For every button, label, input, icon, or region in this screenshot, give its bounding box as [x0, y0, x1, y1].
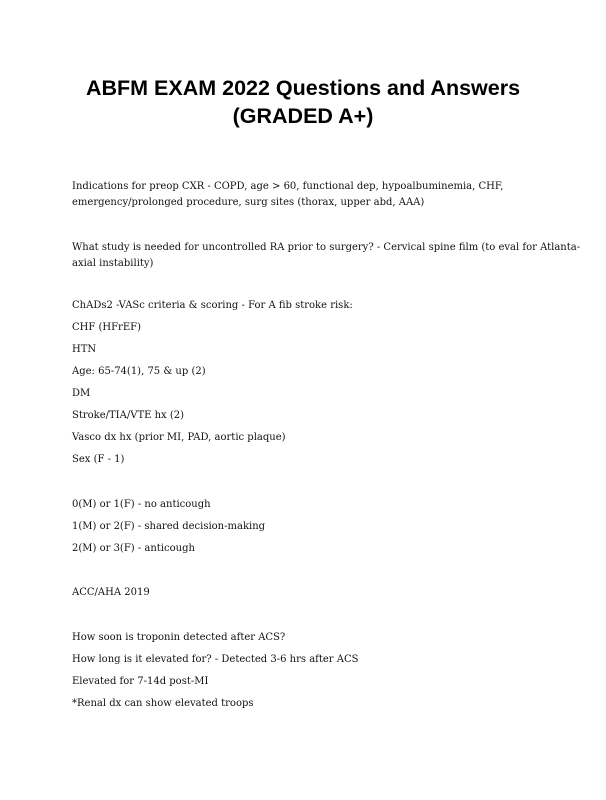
page-title	[40, 74, 566, 130]
chads-item-stroke: Stroke/TIA/VTE hx (2)	[72, 410, 185, 421]
chads-item-htn: HTN	[72, 344, 97, 355]
ra-question-line-2: axial instability)	[72, 258, 154, 269]
title-line-2: (GRADED A+)	[232, 104, 374, 128]
scoring-item-0: 0(M) or 1(F) - no anticough	[72, 499, 211, 510]
chads-item-age: Age: 65-74(1), 75 & up (2)	[72, 366, 206, 377]
chads-item-sex: Sex (F - 1)	[72, 454, 125, 465]
troponin-detection: How long is it elevated for? - Detected 3-6 hrs after ACS	[72, 654, 359, 665]
preop-cxr-text-line-1: Indications for preop CXR - COPD, age > 60, functional dep, hypoalbuminemia, CHF,	[72, 181, 504, 192]
scoring-item-2: 2(M) or 3(F) - anticough	[72, 543, 195, 554]
scoring-item-1: 1(M) or 2(F) - shared decision-making	[72, 521, 266, 532]
chads-item-chf: CHF (HFrEF)	[72, 322, 141, 333]
troponin-elevation: Elevated for 7-14d post-MI	[72, 676, 209, 687]
guideline-reference: ACC/AHA 2019	[72, 587, 150, 598]
troponin-renal-note: *Renal dx can show elevated troops	[72, 698, 254, 709]
chads-item-dm: DM	[72, 388, 91, 399]
title-line-1: ABFM EXAM 2022 Questions and Answers	[85, 76, 521, 100]
ra-question-line-1: What study is needed for uncontrolled RA prior to surgery? - Cervical spine film (to eval for Atlanta-	[72, 242, 581, 253]
chads-item-vascular: Vasco dx hx (prior MI, PAD, aortic plaque)	[72, 432, 286, 443]
chads-heading: ChADs2 -VASc criteria & scoring - For A fib stroke risk:	[72, 300, 353, 311]
troponin-question: How soon is troponin detected after ACS?	[72, 632, 286, 643]
preop-cxr-text-line-2: emergency/prolonged procedure, surg sites (thorax, upper abd, AAA)	[72, 197, 425, 208]
